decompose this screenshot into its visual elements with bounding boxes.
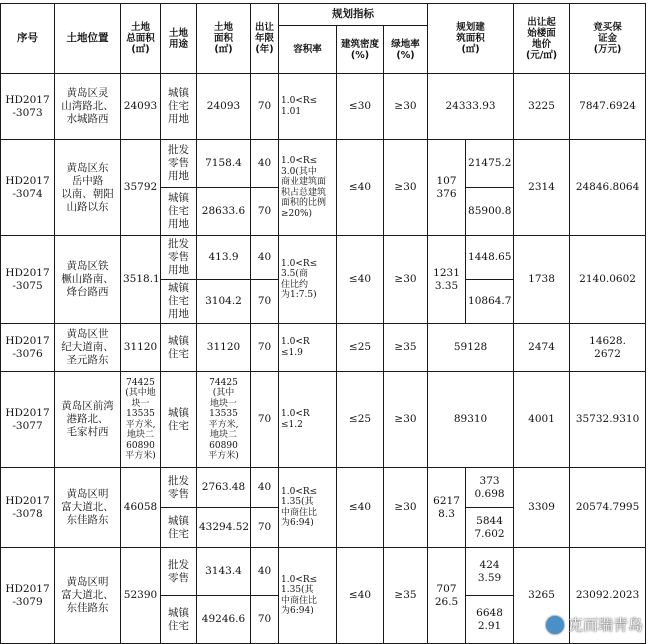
cell-term: 70 — [251, 324, 279, 372]
header-build-area: 规划建 筑面积 (㎡) — [428, 4, 514, 74]
cell-build-area-part: 424 3.59 — [466, 548, 514, 596]
cell-location: 黄岛区明 富大道北、 东佳路东 — [55, 468, 121, 548]
header-total-area: 土地 总面积 (㎡) — [121, 4, 161, 74]
cell-green: ≥35 — [384, 548, 428, 644]
cell-build-area-part: 5844 7.602 — [466, 508, 514, 548]
cell-start-price: 4001 — [514, 372, 570, 468]
table-row — [1, 140, 646, 188]
table-row — [1, 74, 646, 140]
land-table — [0, 3, 646, 644]
cell-seq: HD2017 -3073 — [1, 74, 55, 140]
cell-build-area-part: 1448.65 — [466, 236, 514, 280]
cell-build-area: 1231 3.35 — [428, 236, 466, 324]
cell-build-area: 59128 — [428, 324, 514, 372]
cell-usage: 城镇 住宅 — [161, 372, 197, 468]
cell-start-price: 3309 — [514, 468, 570, 548]
cell-seq: HD2017 -3078 — [1, 468, 55, 548]
cell-area: 2763.48 — [197, 468, 251, 508]
cell-build-area: 89310 — [428, 372, 514, 468]
cell-green: ≥30 — [384, 236, 428, 324]
cell-location: 黄岛区铁 橛山路南、 烽台路西 — [55, 236, 121, 324]
cell-term: 70 — [251, 372, 279, 468]
cell-usage: 城镇 住宅 — [161, 508, 197, 548]
cell-green: ≥30 — [384, 74, 428, 140]
cell-far: 1.0<R≤ 1.35(其 中商住比 为6:94) — [279, 468, 337, 548]
cell-total-area: 74425 (其中地 块一 13535 平方米, 地块二 60890 平方米) — [121, 372, 161, 468]
cell-area: 413.9 — [197, 236, 251, 280]
header-usage: 土地 用途 — [161, 4, 197, 74]
cell-far: 1.0<R≤ 1.01 — [279, 74, 337, 140]
header-far: 容积率 — [279, 26, 337, 74]
cell-term: 40 — [251, 140, 279, 188]
cell-density: ≤40 — [337, 468, 384, 548]
cell-start-price: 3225 — [514, 74, 570, 140]
table-body — [1, 74, 646, 644]
cell-usage: 批发 零售 用地 — [161, 140, 197, 188]
cell-green: ≥30 — [384, 468, 428, 548]
cell-start-price: 3265 — [514, 548, 570, 644]
cell-location: 黄岛区世 纪大道南、 圣元路东 — [55, 324, 121, 372]
cell-area: 3143.4 — [197, 548, 251, 596]
cell-area: 31120 — [197, 324, 251, 372]
cell-density: ≤40 — [337, 548, 384, 644]
cell-green: ≥35 — [384, 324, 428, 372]
cell-usage: 批发 零售 — [161, 468, 197, 508]
header-seq: 序号 — [1, 4, 55, 74]
cell-build-area: 6217 8.3 — [428, 468, 466, 548]
cell-start-price: 2314 — [514, 140, 570, 236]
cell-location: 黄岛区前湾 港路北、 毛家村西 — [55, 372, 121, 468]
table-row — [1, 548, 646, 596]
cell-usage: 城镇 住宅 — [161, 596, 197, 644]
cell-build-area: 24333.93 — [428, 74, 514, 140]
logo-icon — [546, 616, 564, 634]
cell-usage: 批发 零售 用地 — [161, 236, 197, 280]
cell-location: 黄岛区东 岳中路 以南、朝阳 山路以东 — [55, 140, 121, 236]
cell-deposit: 7847.6924 — [570, 74, 646, 140]
cell-build-area-part: 373 0.698 — [466, 468, 514, 508]
table-row — [1, 236, 646, 280]
cell-area: 7158.4 — [197, 140, 251, 188]
header-density: 建筑密度 (%) — [337, 26, 384, 74]
cell-deposit: 2140.0602 — [570, 236, 646, 324]
cell-seq: HD2017 -3076 — [1, 324, 55, 372]
cell-density: ≤40 — [337, 236, 384, 324]
header-deposit: 竞买保 证金 (万元) — [570, 4, 646, 74]
cell-location: 黄岛区明 富大道北、 东佳路东 — [55, 548, 121, 644]
cell-green: ≥30 — [384, 140, 428, 236]
cell-build-area-part: 10864.7 — [466, 280, 514, 324]
cell-start-price: 1738 — [514, 236, 570, 324]
header-location: 土地位置 — [55, 4, 121, 74]
cell-build-area: 107 376 — [428, 140, 466, 236]
cell-area: 3104.2 — [197, 280, 251, 324]
watermark — [546, 614, 643, 635]
cell-deposit: 20574.7995 — [570, 468, 646, 548]
cell-far: 1.0<R ≤1.2 — [279, 372, 337, 468]
table-row — [1, 468, 646, 508]
cell-build-area-part: 21475.2 — [466, 140, 514, 188]
cell-usage: 城镇 住宅 用地 — [161, 280, 197, 324]
cell-density: ≤40 — [337, 140, 384, 236]
cell-build-area-part: 85900.8 — [466, 188, 514, 236]
cell-deposit: 14628. 2672 — [570, 324, 646, 372]
cell-far: 1.0<R≤ 3.5(商 住比约 为1:7.5) — [279, 236, 337, 324]
header-start-price: 出让起 始楼面 地价 (元/㎡) — [514, 4, 570, 74]
cell-start-price: 2474 — [514, 324, 570, 372]
cell-density: ≤25 — [337, 324, 384, 372]
cell-deposit: 24846.8064 — [570, 140, 646, 236]
cell-term: 40 — [251, 468, 279, 508]
cell-seq: HD2017 -3077 — [1, 372, 55, 468]
header-term: 出让 年限 (年) — [251, 4, 279, 74]
cell-total-area: 35792 — [121, 140, 161, 236]
cell-density: ≤30 — [337, 74, 384, 140]
cell-seq: HD2017 -3074 — [1, 140, 55, 236]
cell-build-area: 707 26.5 — [428, 548, 466, 644]
cell-seq: HD2017 -3079 — [1, 548, 55, 644]
watermark-text: 克而瑞青岛 — [567, 616, 643, 634]
cell-density: ≤25 — [337, 372, 384, 468]
cell-area: 24093 — [197, 74, 251, 140]
cell-usage: 城镇 住宅 — [161, 324, 197, 372]
cell-term: 40 — [251, 236, 279, 280]
header-green: 绿地率 (%) — [384, 26, 428, 74]
cell-term: 70 — [251, 188, 279, 236]
cell-usage: 城镇 住宅 用地 — [161, 74, 197, 140]
cell-seq: HD2017 -3075 — [1, 236, 55, 324]
cell-term: 70 — [251, 280, 279, 324]
cell-area: 74425 (其中 地块一 13535 平方米, 地块二 60890 平方米) — [197, 372, 251, 468]
cell-far: 1.0<R ≤1.9 — [279, 324, 337, 372]
cell-total-area: 3518.1 — [121, 236, 161, 324]
cell-term: 70 — [251, 596, 279, 644]
cell-deposit: 23092.2023 — [570, 548, 646, 644]
table-row — [1, 324, 646, 372]
cell-total-area: 46058 — [121, 468, 161, 548]
header-area: 土地 面积 (㎡) — [197, 4, 251, 74]
cell-far: 1.0<R≤ 3.0(其中 商业建筑面 积占总建筑 面积的比例 ≥20%) — [279, 140, 337, 236]
cell-total-area: 31120 — [121, 324, 161, 372]
cell-term: 70 — [251, 74, 279, 140]
cell-usage: 城镇 住宅 用地 — [161, 188, 197, 236]
cell-area: 49246.6 — [197, 596, 251, 644]
cell-total-area: 24093 — [121, 74, 161, 140]
cell-green: ≥30 — [384, 372, 428, 468]
cell-build-area-part: 6648 2.91 — [466, 596, 514, 644]
table-row — [1, 372, 646, 468]
cell-location: 黄岛区灵 山湾路北、 水城路西 — [55, 74, 121, 140]
cell-total-area: 52390 — [121, 548, 161, 644]
cell-usage: 批发 零售 — [161, 548, 197, 596]
header-planning: 规划指标 — [279, 4, 428, 26]
cell-deposit: 35732.9310 — [570, 372, 646, 468]
cell-term: 70 — [251, 508, 279, 548]
cell-area: 28633.6 — [197, 188, 251, 236]
cell-far: 1.0<R≤ 1.35(其 中商住比 为6:94) — [279, 548, 337, 644]
cell-area: 43294.52 — [197, 508, 251, 548]
cell-term: 40 — [251, 548, 279, 596]
